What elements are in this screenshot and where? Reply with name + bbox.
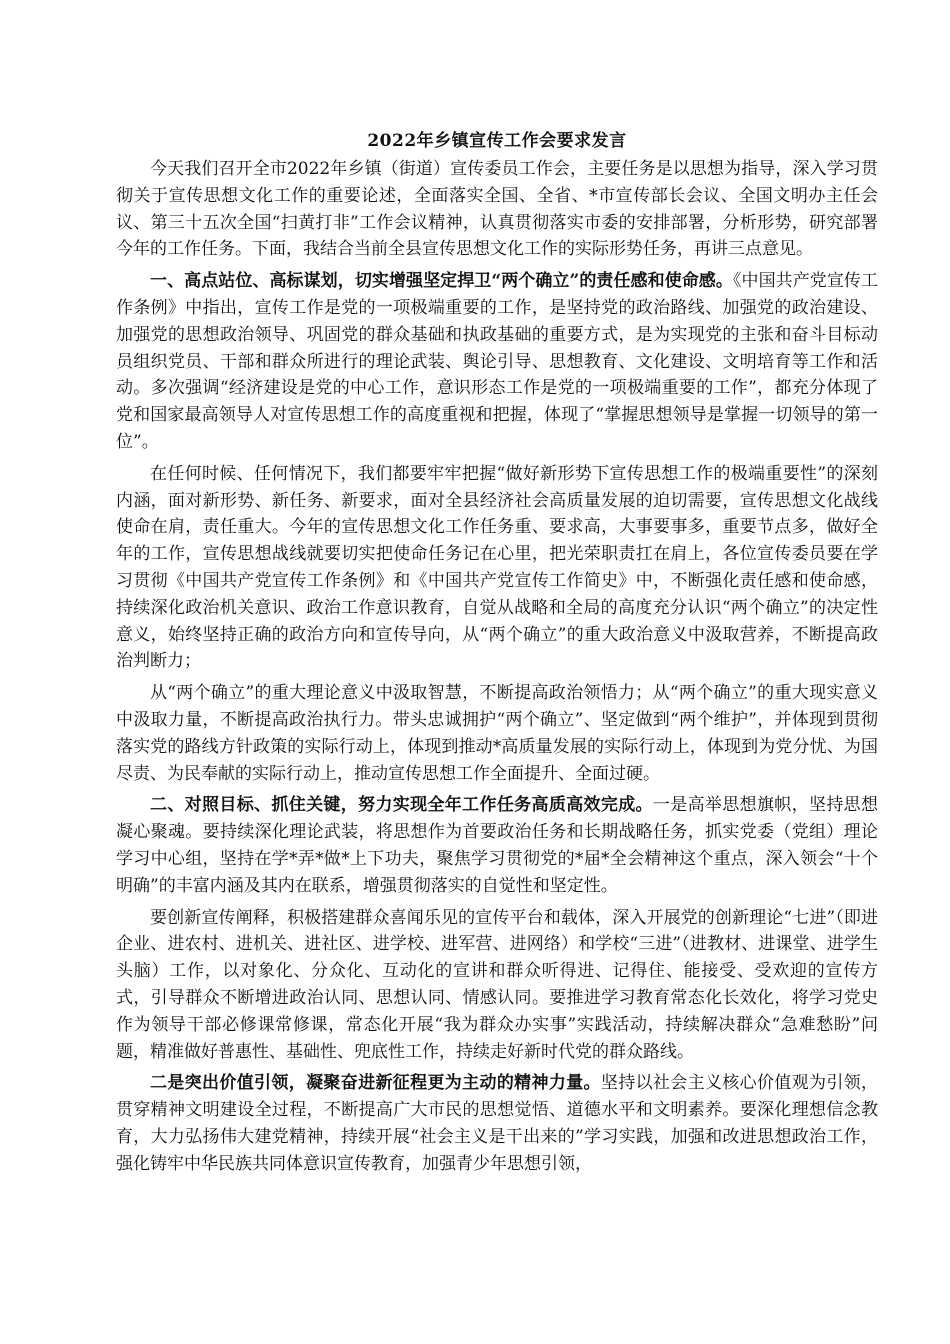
paragraph-intro xyxy=(116,156,878,263)
paragraph-section-two xyxy=(116,792,878,899)
document-page xyxy=(116,128,878,1182)
paragraph-body xyxy=(116,461,878,675)
paragraph-section-one xyxy=(116,268,878,456)
paragraph-body xyxy=(116,680,878,787)
paragraph-text: 《中国共产党宣传工作条例》中指出，宣传工作是党的一项极端重要的工作，是坚持党的政治路线、加强党的政治建设、加强党的思想政治领导、巩固党的群众基础和执政基础的重要方式，是为实现党的主张和奋斗目标动员组织党员、干部和群众所进行的理论武装、舆论引导、思想教育、文化建设、文明培育等工作和活动。多次强调“经济建设是党的中心工作，意识形态工作是党的一项极端重要的工作”，都充分体现了党和国家最高领导人对宣传思想工作的高度重视和把握，体现了“掌握思想领导是掌握一切领导的第一位”。 xyxy=(116,271,878,452)
paragraph-text: 坚持以社会主义核心价值观为引领，贯穿精神文明建设全过程，不断提高广大市民的思想觉悟、道德水平和文明素养。要深化理想信念教育，大力弘扬伟大建党精神，持续开展“社会主义是干出来的”学习实践，加强和改进思想政治工作，强化铸牢中华民族共同体意识宣传教育，加强青少年思想引领， xyxy=(116,1073,879,1174)
paragraph-text: 从“两个确立”的重大理论意义中汲取智慧，不断提高政治领悟力；从“两个确立”的重大现实意义中汲取力量，不断提高政治执行力。带头忠诚拥护“两个确立”、坚定做到“两个维护”，并体现到贯彻落实党的路线方针政策的实际行动上，体现到推动*高质量发展的实际行动上，体现到为党分忧、为国尽责、为民奉献的实际行动上，推动宣传思想工作全面提升、全面过硬。 xyxy=(116,683,878,784)
subsection-two-heading: 二是突出价值引领，凝聚奋进新征程更为主动的精神力量。 xyxy=(150,1073,601,1094)
paragraph-text: 要创新宣传阐释，积极搭建群众喜闻乐见的宣传平台和载体，深入开展党的创新理论“七进”（即进企业、进农村、进机关、进社区、进学校、进军营、进网络）和学校“三进”（进教材、进课堂、进学生头脑）工作，以对象化、分众化、互动化的宣讲和群众听得进、记得住、能接受、受欢迎的宣传方式，引导群众不断增进政治认同、思想认同、情感认同。要推进学习教育常态化长效化，将学习党史作为领导干部必修课常修课，常态化开展“我为群众办实事”实践活动，持续解决群众“急难愁盼”问题，精准做好普惠性、基础性、兜底性工作，持续走好新时代党的群众路线。 xyxy=(116,907,878,1062)
paragraph-body xyxy=(116,905,878,1066)
section-one-heading: 一、高点站位、高标谋划，切实增强坚定捍卫“两个确立”的责任感和使命感。 xyxy=(150,271,733,292)
document-title: 2022年乡镇宣传工作会要求发言 xyxy=(367,131,627,151)
paragraph-text: 今天我们召开全市2022年乡镇（街道）宣传委员工作会，主要任务是以思想为指导，深入学习贯彻关于宣传思想文化工作的重要论述，全面落实全国、全省、*市宣传部长会议、全国文明办主任会议、第三十五次全国“扫黄打非”工作会议精神，认真贯彻落实市委的安排部署，分析形势，研究部署今年的工作任务。下面，我结合当前全县宣传思想文化工作的实际形势任务，再讲三点意见。 xyxy=(116,159,878,260)
paragraph-text: 在任何时候、任何情况下，我们都要牢牢把握“做好新形势下宣传思想工作的极端重要性”的深刻内涵，面对新形势、新任务、新要求，面对全县经济社会高质量发展的迫切需要，宣传思想文化战线使命在肩，责任重大。今年的宣传思想文化工作任务重、要求高，大事要事多，重要节点多，做好全年的工作，宣传思想战线就要切实把使命任务记在心里，把光荣职责扛在肩上，各位宣传委员要在学习贯彻《中国共产党宣传工作条例》和《中国共产党宣传工作简史》中，不断强化责任感和使命感，持续深化政治机关意识、政治工作意识教育，自觉从战略和全局的高度充分认识“两个确立”的决定性意义，始终坚持正确的政治方向和宣传导向，从“两个确立”的重大政治意义中汲取营养，不断提高政治判断力； xyxy=(116,463,878,672)
paragraph-text: 一是高举思想旗帜，坚持思想凝心聚魂。要持续深化理论武装，将思想作为首要政治任务和长期战略任务，抓实党委（党组）理论学习中心组，坚持在学*弄*做*上下功夫，聚焦学习贯彻党的*届*全会精神这个重点，深入领会“十个明确”的丰富内涵及其内在联系，增强贯彻落实的自觉性和坚定性。 xyxy=(116,795,879,896)
paragraph-subsection-two xyxy=(116,1070,878,1177)
section-two-heading: 二、对照目标、抓住关键，努力实现全年工作任务高质高效完成。 xyxy=(150,795,653,816)
